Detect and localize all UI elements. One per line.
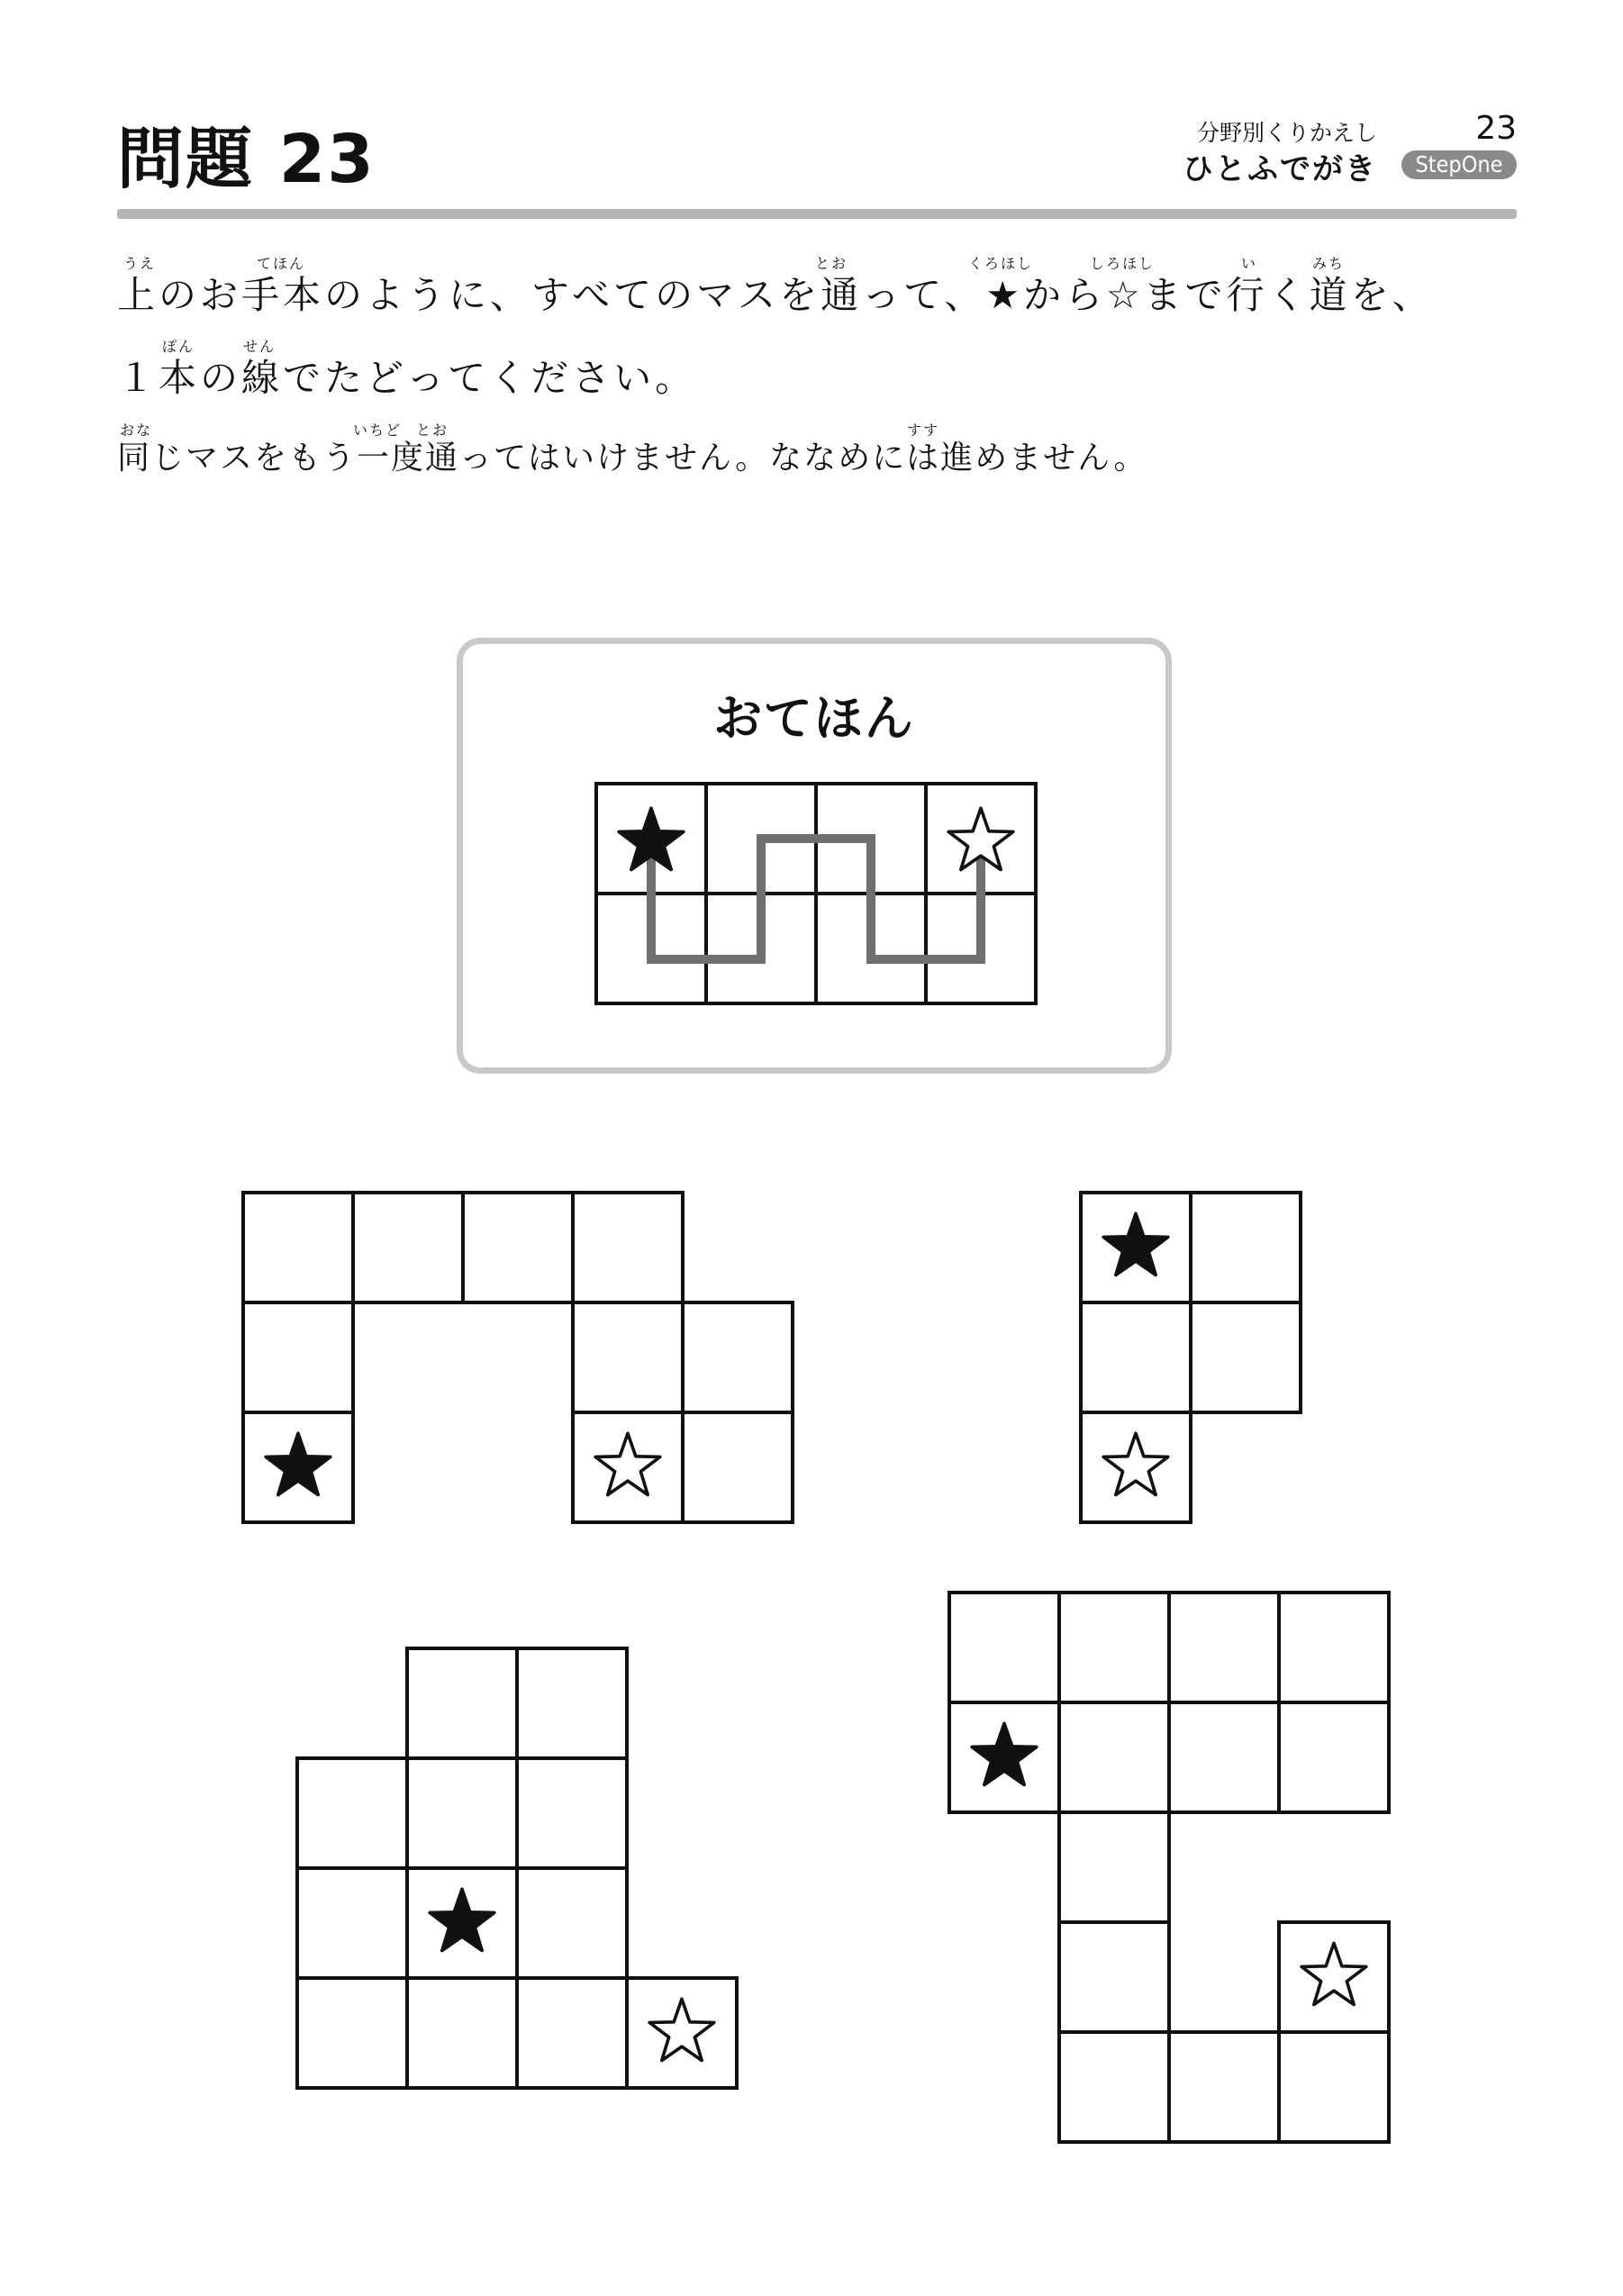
example-cells: [596, 784, 1036, 1003]
header-divider: [117, 209, 1517, 219]
puzzle-1-grid[interactable]: [241, 1191, 795, 1526]
furigana: ぽん: [162, 338, 195, 355]
puzzle-4-cells: [949, 1593, 1389, 2142]
puzzle-1-cells: [243, 1193, 793, 1522]
puzzle-4-grid[interactable]: [948, 1591, 1392, 2146]
furigana: とお: [815, 255, 848, 272]
furigana: すす: [907, 422, 940, 439]
book-title: ひとふでがき: [1183, 151, 1377, 187]
furigana: せん: [243, 338, 277, 355]
furigana: い: [1241, 255, 1258, 272]
instruction-line-1: 上のお手本のように、すべてのマスを通って、★から☆まで行く道を、: [117, 273, 1434, 317]
furigana: おな: [120, 422, 153, 439]
puzzle-2-grid[interactable]: [1079, 1191, 1303, 1526]
furigana: うえ: [123, 255, 157, 272]
instruction-line-3: 同じマスをもう一度通ってはいけません。ななめには進めません。: [117, 440, 1148, 476]
page-title: 問題 23: [117, 121, 376, 198]
page-number: 23: [1475, 110, 1517, 147]
furigana: てほん: [257, 255, 306, 272]
example-title: おてほん: [713, 690, 915, 747]
furigana: いちど: [353, 422, 403, 439]
furigana: みち: [1312, 255, 1346, 272]
puzzle-3-grid[interactable]: [295, 1647, 739, 2092]
example-grid: [594, 782, 1038, 1003]
header-info: [1138, 110, 1517, 191]
furigana: とお: [416, 422, 449, 439]
instruction-line-2: １本の線でたどってください。: [117, 356, 697, 400]
furigana: しろほし: [1090, 255, 1156, 272]
stepone-badge: StepOne: [1401, 150, 1517, 179]
furigana: くろほし: [968, 255, 1034, 272]
series-label: 分野別くりかえし: [1196, 120, 1377, 146]
